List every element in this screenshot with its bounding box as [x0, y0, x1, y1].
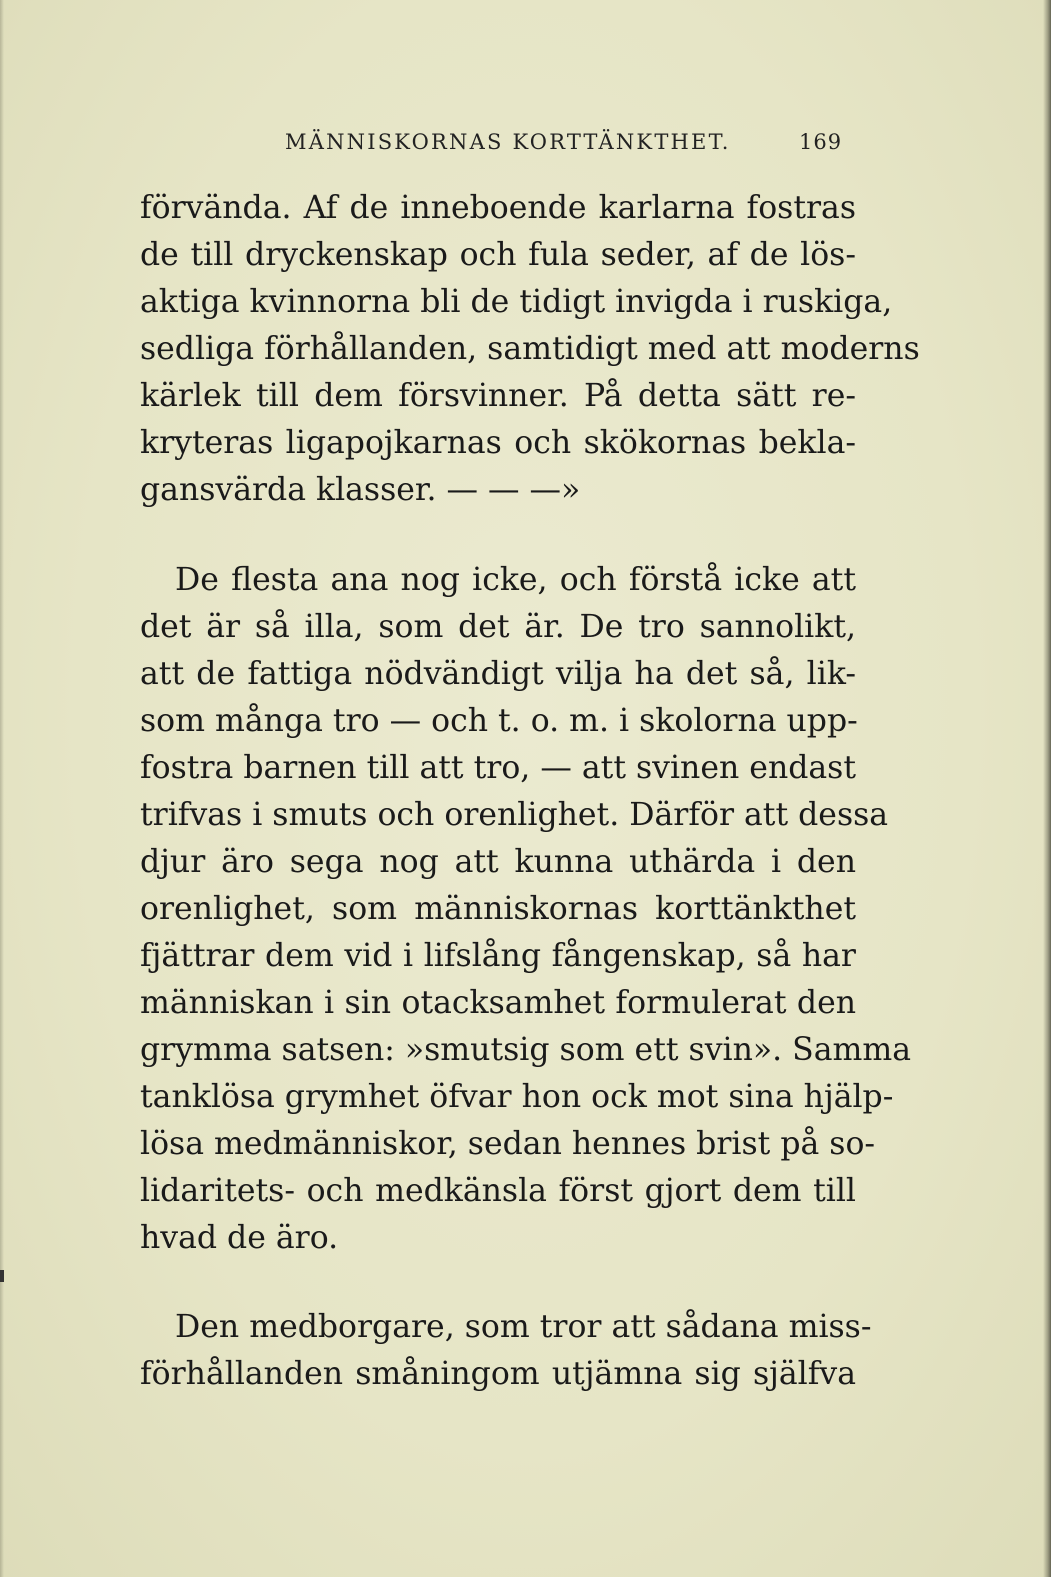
text-line: tanklösa grymhet öfvar hon ock mot sina hjälp-: [140, 1079, 894, 1115]
text-line: orenlighet, som människornas korttänkthet: [140, 891, 856, 927]
text-line: djur äro sega nog att kunna uthärda i den: [140, 844, 856, 880]
page-left-edge-shadow: [0, 0, 4, 1577]
text-line: gansvärda klasser. — — —»: [140, 472, 581, 508]
text-line: människan i sin otacksamhet formulerat den: [140, 985, 856, 1021]
text-line: förhållanden småningom utjämna sig själfva: [140, 1356, 856, 1392]
text-line: förvända. Af de inneboende karlarna fostras: [140, 190, 856, 226]
text-line: trifvas i smuts och orenlighet. Därför att dessa: [140, 797, 889, 833]
text-line: sedliga förhållanden, samtidigt med att moderns: [140, 331, 920, 367]
text-line: fjättrar dem vid i lifslång fångenskap, så har: [140, 938, 856, 974]
text-line: som många tro — och t. o. m. i skolorna upp-: [140, 703, 858, 739]
text-line: aktiga kvinnorna bli de tidigt invigda i ruskiga,: [140, 284, 893, 320]
text-line: De flesta ana nog icke, och förstå icke att: [175, 562, 856, 598]
page-right-edge-shadow: [1043, 0, 1051, 1577]
text-line: kryteras ligapojkarnas och skökornas bekla-: [140, 425, 856, 461]
text-line: hvad de äro.: [140, 1220, 339, 1256]
text-line: kärlek till dem försvinner. På detta sätt re-: [140, 378, 856, 414]
running-head: MÄNNISKORNAS KORTTÄNKTHET.: [285, 130, 731, 154]
text-line: grymma satsen: »smutsig som ett svin». Samma: [140, 1032, 912, 1068]
text-line: fostra barnen till att tro, — att svinen endast: [140, 750, 856, 786]
text-line: det är så illa, som det är. De tro sannolikt,: [140, 609, 856, 645]
text-line: de till dryckenskap och fula seder, af de lös-: [140, 237, 856, 273]
text-line: Den medborgare, som tror att sådana miss-: [175, 1309, 872, 1345]
page-number: 169: [799, 130, 843, 154]
ink-mark: [0, 1270, 4, 1282]
text-line: lidaritets- och medkänsla först gjort dem till: [140, 1173, 856, 1209]
text-line: att de fattiga nödvändigt vilja ha det så, lik-: [140, 656, 856, 692]
text-line: lösa medmänniskor, sedan hennes brist på so-: [140, 1126, 876, 1162]
